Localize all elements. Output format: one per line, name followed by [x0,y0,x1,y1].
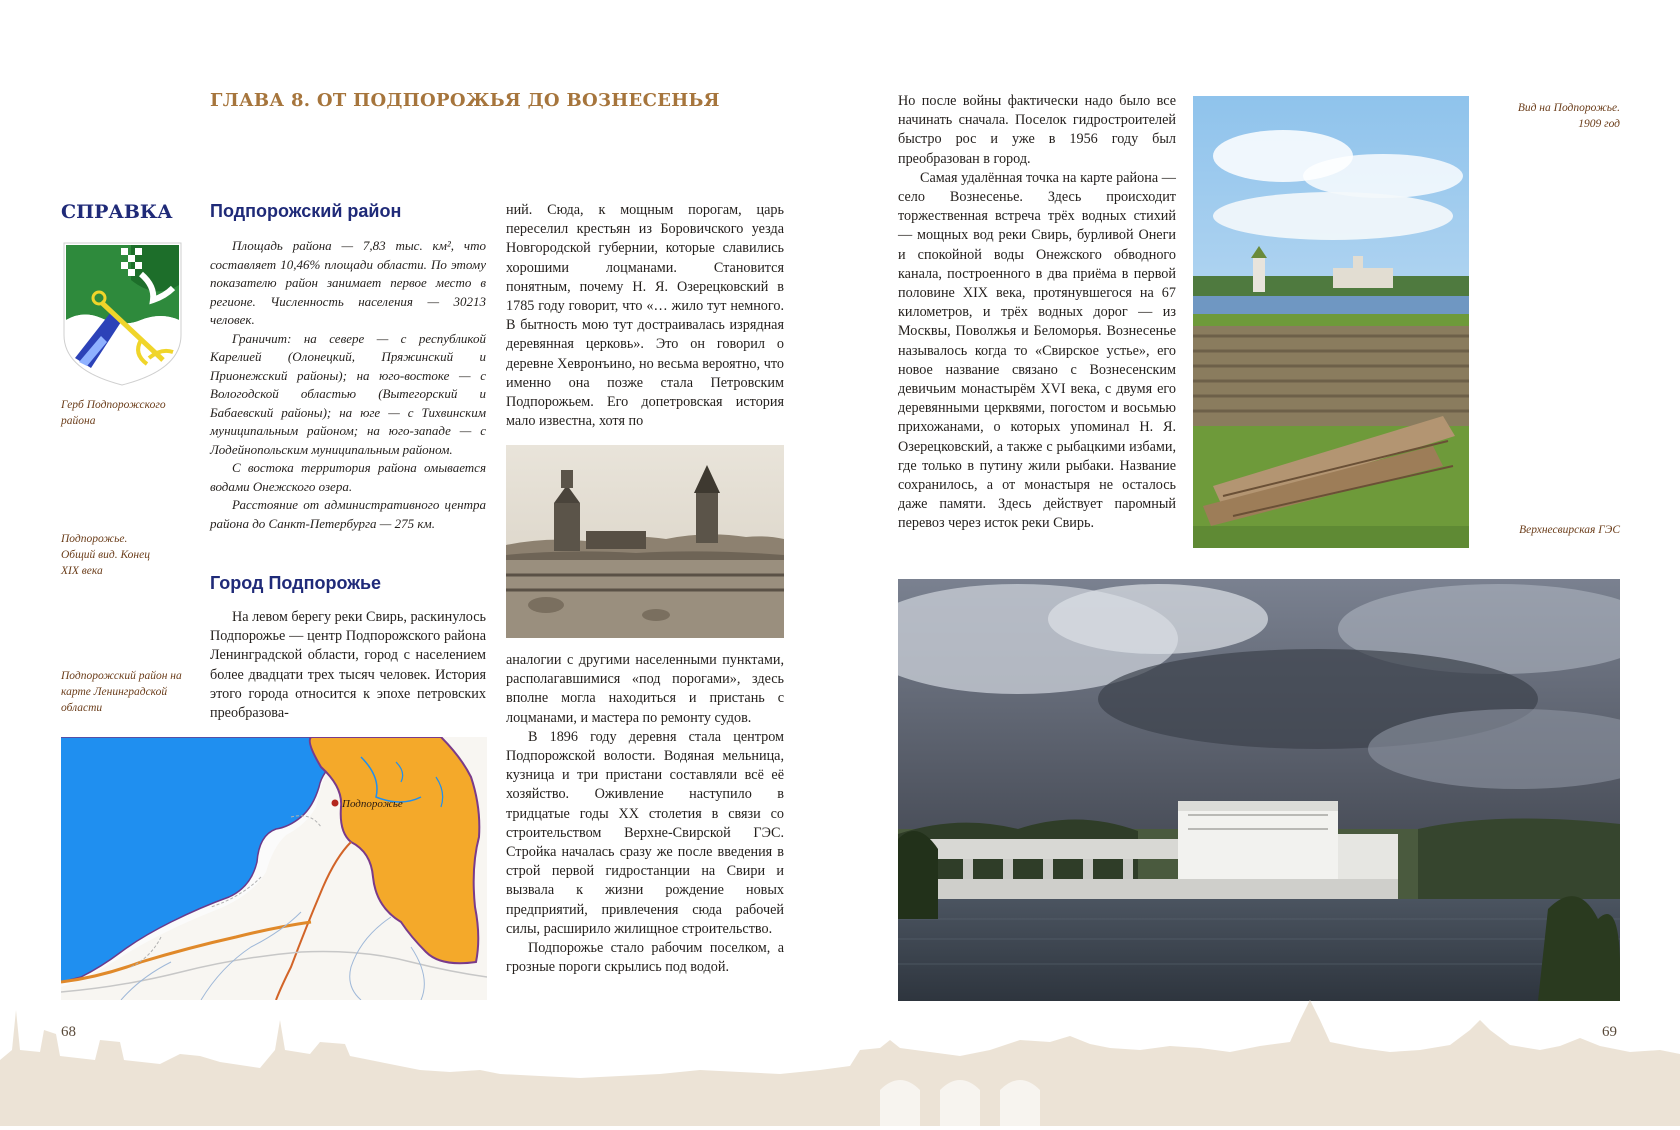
page-number-left: 68 [61,1024,76,1040]
right-paragraph: Но после войны фактически надо было все начинать сначала. Поселок гидростроителей быстро рос и уже в 1956 году был преобразован в город. [898,93,1176,167]
right-column-text [898,92,1176,534]
old-photo-podporozhye [506,445,784,638]
map-caption: Подпорожский район на карте Ленинградской области [61,670,182,714]
district-paragraph: Расстояние от административного центра района до Санкт-Петербурга — 275 км. [210,497,486,531]
district-paragraph: Граничит: на севере — с республикой Карелией (Олонецкий, Пряжинский и Прионежский районы); на юго-востоке — с Вологодской областью (Вытегорский и Бабаевский районы); на юге — с Тихвинским муниципальным районом; на юго-западе — с Лодейнопольским муниципальным районом. [210,330,486,457]
right-paragraph: Самая удалённая точка на карте района — село Вознесенье. Здесь происходит торжественная встреча трёх водных стихий — мощных вод реки Свирь, бурливой Онеги и спокойной воды Онежского обводного канала, построенного в два приёма в первой половине XIX века, протянувшегося на 67 километров, и трёх водных дорог — из Москвы, Поволжья и Беломорья. Вознесенье называлось когда то «Свирское устье», его новое название связано с Вознесенским девичьим монастырём XVI века, с двумя его деревянными церквями, погостом и восьмью прихожанами, о которых упоминал Н. Я. Озерецковский, а также с рыбацкими избами, где только в путину жили рыбаки. Название сохранилось, а от монастыря не осталось даже памяти. Здесь действует паромный перевоз через исток реки Свирь. [898,169,1176,532]
column-paragraph: В 1896 году деревня стала центром Подпорожской волости. Водяная мельница, кузница и три пристани составляли всё её хозяйство. Оживление наступило в тридцатые годы XX столетия в связи со строительством Верхне-Свирской ГЭС. Стройка началась сразу же после введения в строй первой гидростанции на Свири и вызвала к жизни рождение новых предприятий, привлечения сюда рабочей силы, расширило жилищное строительство. [506,728,784,937]
sidebar-heading: СПРАВКА [61,201,173,223]
ges-caption: Верхнесвирская ГЭС [1519,524,1620,536]
coat-of-arms [61,240,184,387]
color-photo-podporozhye-1909 [1193,96,1469,548]
district-info [210,237,486,533]
district-paragraph: Площадь района — 7,83 тыс. км², что составляет 10,46% площади области. По этому показателю район занимает первое место в регионе. Численность населения — 30213 человек. [210,238,486,327]
town-text [210,608,486,723]
hydroelectric-station-photo [898,579,1620,1001]
district-map [61,737,487,1000]
caption-line: 1909 год [1578,118,1620,130]
district-heading: Подпорожский район [210,201,402,221]
column-paragraph: ний. Сюда, к мощным порогам, царь переселил крестьян из Боровичского уезда Новгородской губернии, которые славились хорошими лоцманами. Становится понятным, почему Н. Я. Озерецковский в 1785 году говорит, что «… жило тут немного. В бытность мою тут достраивалась изрядная деревянная церковь». Это он говорил о деревне Хевронъино, но весьма вероятно, что именно она позже стала Петровским Подпорожьем. Его допетровская история мало известна, хотя по [506,202,784,430]
map-town-label: Подпорожье [342,798,403,810]
district-paragraph: С востока территория района омывается водами Онежского озера. [210,460,486,494]
town-paragraph: На левом берегу реки Свирь, раскинулось Подпорожье — центр Подпорожского района Ленинградской области, город с населением более двадцати трех тысяч человек. История этого города относится к эпохе петровских преобразова- [210,609,486,722]
caption-line: Вид на Подпорожье. [1517,102,1620,114]
column-paragraph: Подпорожье стало рабочим поселком, а грозные пороги скрылись под водой. [506,940,784,976]
page-number-right: 69 [1602,1024,1617,1040]
column-text-top [506,201,784,431]
coat-caption: Герб Подпорожского района [61,399,166,427]
column-text-bottom [506,651,784,977]
town-heading: Город Подпорожье [210,573,382,593]
decorative-skyline [0,990,1680,1126]
chapter-title: ГЛАВА 8. ОТ ПОДПОРОЖЬЯ ДО ВОЗНЕСЕНЬЯ [210,90,720,111]
photo-caption: Подпорожье. Общий вид. Конец XIX века [61,533,150,577]
column-paragraph: аналогии с другими населенными пунктами, располагавшимися «под порогами», здесь вполне могла находиться и пристань с лоцманами, и мастера по ремонту судов. [506,652,784,726]
photo-caption-1909 [1480,100,1620,132]
